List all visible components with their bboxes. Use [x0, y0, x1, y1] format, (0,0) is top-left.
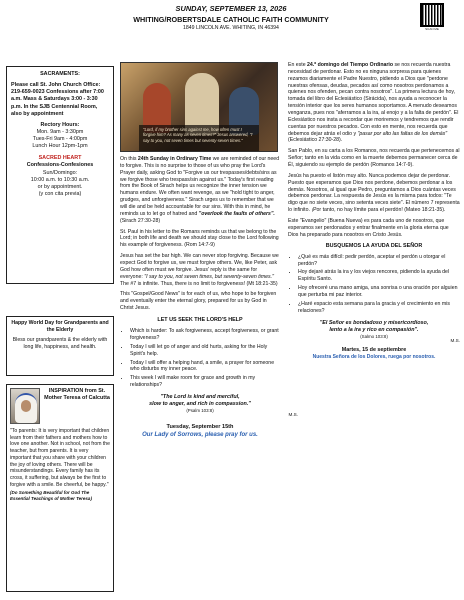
- grandparents-box: [6, 316, 114, 376]
- spanish-para-4: Este "Evangelio" (Buena Nueva) es para cada uno de nosotros, que esperamos ser perdonados y entrar finalmente en la gloria eterna que Dios ha preparado para nosotros en Cristo Jesús.: [288, 218, 449, 238]
- qr-code-icon[interactable]: [420, 3, 444, 27]
- rectory-title: Rectory Hours:: [40, 121, 80, 128]
- bulletin-header: [120, 4, 342, 32]
- sunday-time: 10:00 a.m. to 10:30 a.m.: [30, 176, 90, 183]
- spanish-feast-date: Martes, 15 de septiembre: [341, 346, 407, 353]
- spanish-column: [288, 62, 460, 360]
- appointment-note: or by appointment.: [37, 183, 83, 190]
- english-bullet: • This week I will make room for grace and growth in my relationships?: [130, 375, 280, 389]
- mother-teresa-photo: [10, 388, 40, 424]
- english-para-4: This "Gospel/Good News" is for each of us, who hope to be forgiven and eventually enter the eternal glory, prepared for us by God in Christ Jesus.: [120, 291, 277, 312]
- rectory-hours-1: Mon. 9am - 3:30pm: [36, 128, 84, 135]
- english-feast-date: Tuesday, September 15th: [166, 424, 234, 431]
- teresa-box: [6, 384, 114, 592]
- parish-address: 1849 LINCOLN AVE. WHITING, IN 46394: [183, 25, 279, 32]
- spanish-bullet: • ¿Haré espacio esta semana para la gracia y el crecimiento en mis relaciones?: [298, 301, 460, 315]
- spanish-feast: Nuestra Señora de los Dolores, ruega por nosotros.: [312, 353, 436, 360]
- english-initials: M.S.: [288, 412, 298, 418]
- spanish-bullet: • ¿Qué es más difícil: pedir perdón, aceptar el perdón u otorgar el perdón?: [298, 254, 460, 268]
- english-psalm-line-1: "The Lord is kind and merciful,: [160, 394, 240, 401]
- english-bullet: • Which is harder: To ask forgiveness, accept forgiveness, or grant forgiveness?: [130, 328, 280, 342]
- spanish-para-2: San Pablo, en su carta a los Romanos, nos recuerda que pertenecemos al Señor; tanto en la vida como en la muerte debemos permanecer cerca de Él, siguiendo su ejemplo de perdón (Romanos 14:7-9).: [288, 148, 460, 169]
- spanish-bullet: • Hoy dejaré atrás la ira y los viejos rencores, pidiendo la ayuda del Espíritu Santo.: [298, 269, 460, 283]
- left-column: [6, 66, 114, 592]
- english-column: [120, 156, 298, 439]
- bulletin-date: SUNDAY, SEPTEMBER 13, 2026: [175, 4, 287, 13]
- gospel-painting: [120, 62, 278, 152]
- grandparents-title: Happy World Day for Grandparents and the Elderly: [11, 320, 109, 333]
- sacraments-box: [6, 66, 114, 284]
- sunday-label: Sun/Domingo:: [42, 169, 78, 176]
- sacred-heart-title: SACRED HEART: [38, 155, 82, 162]
- parish-name: WHITING/ROBERTSDALE CATHOLIC FAITH COMMUNITY: [133, 14, 329, 24]
- english-bullet: • Today I will offer a helping hand, a smile, a prayer for someone who disturbs my inner peace.: [130, 360, 280, 374]
- rectory-hours-2: Tues-Fri 9am - 4:00pm: [32, 136, 88, 142]
- english-psalm-line-2: slow to anger, and rich in compassion.": [149, 401, 251, 408]
- confessions-title: Confessions-Confesiones: [26, 162, 94, 169]
- sacraments-title: SACRAMENTS:: [40, 71, 80, 77]
- english-bullet: • Today I will let go of anger and old hurts, asking for the Holy Spirit's help.: [130, 344, 280, 358]
- english-para-3: Jesus has set the bar high. We can never stop forgiving. Because we expect God to forgive us, we must forgive others. We, like Peter, ask God how often must we forgive. Jesus' reply is the same for everyone: "I say to you, not seven times, but seventy-seven times." The #7 is infinite. Thus, there is no limit to forgiveness! (Mt 18:21-35): [120, 253, 279, 287]
- painting-caption: "Lord, if my brother sins against me, how often must I forgive him? As many as seven times?" Jesus answered, "I say to you, not seven times but seventy-seven times.": [139, 125, 259, 151]
- spanish-initials: M.S.: [450, 337, 460, 343]
- spanish-bullet: • Hoy ofreceré una mano amiga, una sonrisa o una oración por alguien que perturba mi paz interior.: [298, 285, 460, 299]
- spanish-para-3: Jesús ha puesto el listón muy alto. Nunca podemos dejar de perdonar. Puesto que esperamos que Dios nos perdone, debemos perdonar a los demás. Nosotros, al igual que Pedro, preguntamos a Dios cuántas veces debemos perdonar. La respuesta de Jesús es la misma para todos: "Te digo que no siete veces, sino setenta veces siete". El número 7 representa lo infinito. ¡Por tanto, no hay límite para el perdón! (Mateo 18:21-35).: [288, 172, 460, 214]
- qr-caption: SCAN ME: [425, 27, 439, 31]
- english-para-1: On this 24th Sunday in Ordinary Time we are reminded of our need to forgive. This is no surprise to those of us who pray the Lord's Prayer daily, asking God to "Forgive us our trespasses/debts/sins as we forgive those who trespass/sin against us." Today's first reading from the Book of Sirach helps us recognize the inner tension we humans endure. We often want revenge, as we "hold tight to anger, grudges, and unforgiveness." Sirach urges us to remember that we will die and be held accountable for our sins. With this in mind, he reminds us to let go of hatred and "overlook the faults of others". (Sirach 27:30-28): [120, 156, 280, 224]
- spanish-para-1: En este 24.º domingo del Tiempo Ordinario se nos recuerda nuestra necesidad de perdonar. Esto no es ninguna sorpresa para quienes rezamos diariamente el Padre Nuestro, pidiendo a Dios que "perdone nuestras ofensas, deudas, pecados así como nosotros perdonamos a quienes nos ofenden, pecan contra nosotros". La primera lectura de hoy, tomada del libro del Eclesiástico (Sirácida), nos ayuda a reconocer la tensión interior que los seres humanos soportamos. A menudo deseamos venganza, pues nos "aferramos a la ira, al enojo y a la falta de perdón". El Eclesiástico nos insta a recordar que moriremos y tendremos que rendir cuentas por nuestros pecados. Con esto en mente, nos recuerda que debemos dejar atrás el odio y "pasar por alto las faltas de los demás" (Eclesiástico 27:30-28).: [288, 62, 459, 144]
- english-seek-heading: LET US SEEK THE LORD'S HELP: [157, 317, 243, 324]
- teresa-quote: "To parents: It is very important that children learn from their fathers and mothers how to love one another. Not in school, not from the teacher, but from parents. It is very important that you share with your children the joy of loving others. There will be misunderstandings. Every family has its cross, it suffering, but always be the first to forgive with a smile. Be cheerful, be happy.": [10, 428, 110, 488]
- appointment-note-es: (y con cita previa): [38, 190, 82, 197]
- spanish-psalm-line-1: "El Señor es bondadoso y misericordioso,: [319, 319, 429, 326]
- rectory-hours-3: Lunch Hour 12pm-1pm: [32, 143, 88, 150]
- teresa-source: (Do Something Beautiful for God The Essential Teachings of Mother Teresa): [10, 490, 92, 502]
- spanish-psalm-ref: (Salmo 103:8): [360, 333, 388, 339]
- spanish-psalm-line-2: lento a la ira y rico en compasión".: [329, 326, 419, 333]
- grandparents-body: Bless our grandparents & the elderly with long life, happiness, and health.: [12, 336, 108, 350]
- spanish-bullet-list: [288, 254, 460, 315]
- english-para-2: St. Paul in his letter to the Romans reminds us that we belong to the Lord; in both life and death we should stay close to the Lord following his example of forgiveness. (Rom 14:7-9): [120, 228, 279, 249]
- sacraments-info: Please call St. John Church Office: 219-659-0023 Confessions after 7:00 a.m. Mass & Saturdays 3:00 - 3:30 p.m. In the SJB Centennial Room, also by appointment: [11, 82, 104, 117]
- english-psalm-ref: (Psalm 103:8): [186, 408, 214, 414]
- teresa-title: INSPIRATION from St. Mother Teresa of Calcutta: [44, 388, 110, 402]
- english-feast: Our Lady of Sorrows, please pray for us.: [142, 431, 258, 438]
- spanish-seek-heading: BUSQUEMOS LA AYUDA DEL SEÑOR: [325, 242, 423, 249]
- english-bullet-list: [120, 328, 280, 389]
